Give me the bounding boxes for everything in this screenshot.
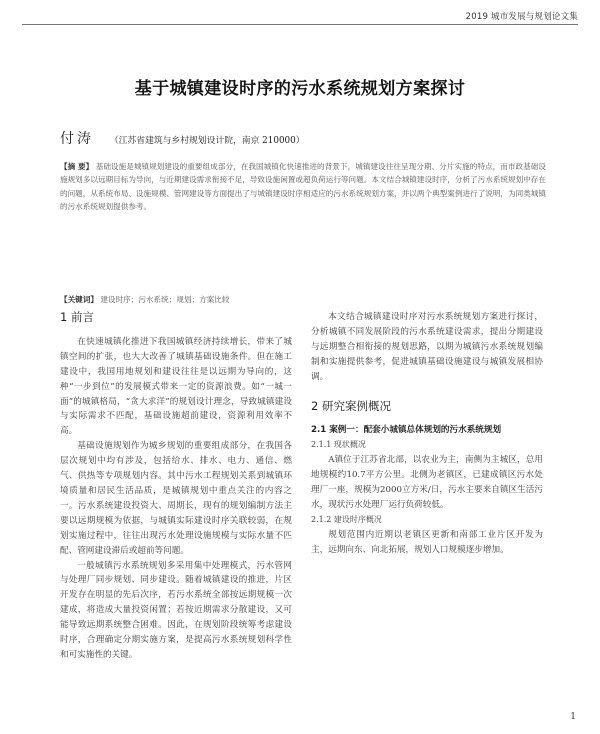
- author-line: [60, 128, 305, 148]
- section-heading-intro: 1 前言: [60, 310, 94, 324]
- paragraph: 在快速城镇化推进下我国城镇经济持续增长，带来了城镇空间的扩张，也大大改善了城镇基础设施条件。但在施工建设中，我国用地规划和建设往往是以远期为导向的，这种“一步到位”的发展模式带来一定的资源浪费。如“一城一面”的城镇格局，“贪大求洋”的规划设计理念，导致城镇建设与实际需求不匹配，基础设施超前建设，资源利用效率不高。: [60, 336, 292, 437]
- paragraph: 本文结合城镇建设时序对污水系统规划方案进行探讨，分析城镇不同发展阶段的污水系统建设需求，提出分期建设与远期整合相衔接的规划思路，以期为城镇污水系统规划编制和实施提供参考，促进城镇基础设施建设与城镇发展相协调。: [311, 312, 543, 382]
- right-column: [311, 310, 543, 558]
- author-name: 付涛: [60, 131, 94, 147]
- paragraph: 一般城镇污水系统规划多采用集中处理模式，污水管网与处理厂同步规划、同步建设。随着城镇建设的推进，片区开发存在明显的先后次序，若污水系统全部按远期规模一次建成，将造成大量投资闲置；若按近期需求分散建设，又可能导致远期系统整合困难。因此，在规划阶段统筹考虑建设时序，合理确定分期实施方案，是提高污水系统规划科学性和可实施性的关键。: [60, 560, 292, 660]
- paragraph: 基础设施规划作为城乡规划的重要组成部分，在我国各层次规划中均有涉及，包括给水、排水、电力、通信、燃气、供热等专项规划内容。其中污水工程规划关系到城镇环境质量和居民生活品质，是城镇规划中重点关注的内容之一。污水系统建设投资大、周期长，现有的规划编制方法主要以远期规模为依据，与城镇实际建设时序关联较弱，在规划实施过程中，往往出现污水处理设施规模与实际水量不匹配、管网建设滞后或超前等问题。: [60, 441, 292, 556]
- case1-subheading-sequence: 2.1.2 建设时序概况: [311, 514, 382, 524]
- abstract: [60, 160, 546, 213]
- author-affiliation: （江苏省建筑与乡村规划设计院，南京 210000）: [109, 136, 305, 146]
- keywords-label: 【关键词】: [60, 295, 98, 304]
- article-title: 基于城镇建设时序的污水系统规划方案探讨: [134, 79, 466, 99]
- page-number: 1: [570, 712, 576, 722]
- section-heading-cases: 2 研究案例概况: [311, 398, 391, 413]
- left-column: [60, 310, 292, 663]
- paragraph: 规划范围内近期以老镇区更新和南部工业片区开发为主，远期向东、向北拓展，规划人口规模逐步增加。: [311, 529, 543, 555]
- keywords-text: 建设时序；污水系统；规划；方案比较: [100, 295, 230, 304]
- running-header: 2019 城市发展与规划论文集: [465, 12, 578, 22]
- paragraph: A镇位于江苏省北部，以农业为主，南侧为主城区，总用地规模约10.7平方公里。北侧为老镇区，已建成镇区污水处理厂一座，规模为2000立方米/日，污水主要来自镇区生活污水，现状污水处理厂运行负荷较低。: [311, 455, 543, 510]
- abstract-text: 基础设施是城镇规划建设的重要组成部分，在我国城镇化快速推进的背景下，城镇建设往往呈现分期、分片实施的特点，而市政基础设施规划多以远期目标为导向，与近期建设需求衔接不足，导致设施闲置或超负荷运行等问题。本文结合城镇建设时序，分析了污水系统规划中存在的问题，从系统布局、设施规模、管网建设等方面提出了与城镇建设时序相适应的污水系统规划方案，并以两个典型案例进行了说明，为同类城镇的污水系统规划提供参考。: [60, 162, 546, 211]
- keywords: [60, 293, 546, 306]
- case1-subheading-status: 2.1.1 现状概况: [311, 440, 366, 450]
- case1-heading: 2.1 案例一：配套小城镇总体规划的污水系统规划: [311, 425, 502, 436]
- header-rule: [22, 24, 578, 25]
- abstract-label: 【摘 要】: [60, 162, 94, 171]
